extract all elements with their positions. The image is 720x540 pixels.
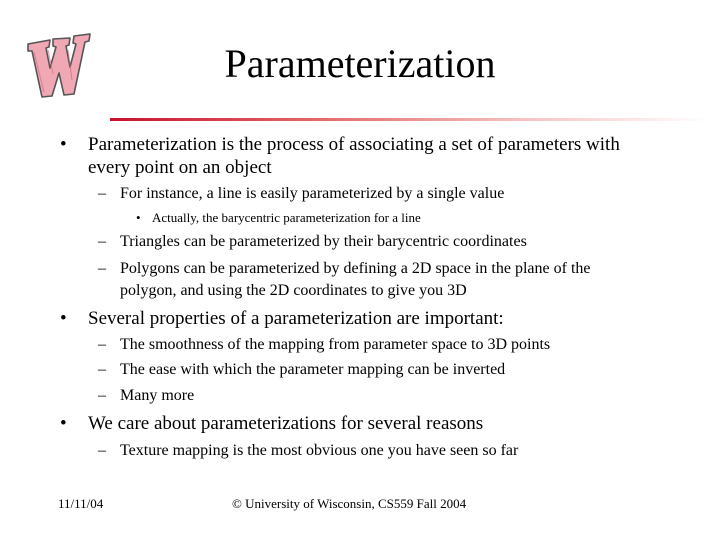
bullet-2-text: Several properties of a parameterization are important: xyxy=(88,308,504,329)
bullet-1-line-1: Parameterization is the process of associating a set of parameters with xyxy=(88,134,620,155)
dash-marker: – xyxy=(98,260,106,277)
sub-1-3-line-2: polygon, and using the 2D coordinates to give you 3D xyxy=(120,282,467,299)
bullet-1-line-2: every point on an object xyxy=(88,157,272,178)
dash-marker: – xyxy=(98,361,106,378)
dash-marker: – xyxy=(98,442,106,459)
bullet-marker: • xyxy=(60,134,67,155)
bullet-marker: • xyxy=(60,308,67,329)
dash-marker: – xyxy=(98,336,106,353)
sub-1-1-1-text: Actually, the barycentric parameterization for a line xyxy=(152,210,421,225)
bullet-3-text: We care about parameterizations for several reasons xyxy=(88,413,484,434)
sub-2-2-text: The ease with which the parameter mapping can be inverted xyxy=(120,361,506,378)
slide-title: Parameterization xyxy=(224,41,496,86)
dash-marker: – xyxy=(98,233,106,250)
sub-1-1-text: For instance, a line is easily parameterized by a single value xyxy=(120,185,505,202)
sub-3-1-text: Texture mapping is the most obvious one you have seen so far xyxy=(120,442,519,459)
bullet-marker: • xyxy=(60,413,67,434)
footer-copyright: © University of Wisconsin, CS559 Fall 2004 xyxy=(232,496,467,511)
sub-2-3-text: Many more xyxy=(120,387,195,404)
footer-date: 11/11/04 xyxy=(58,496,104,511)
dash-marker: – xyxy=(98,387,106,404)
sub-1-3-line-1: Polygons can be parameterized by defining a 2D space in the plane of the xyxy=(120,260,591,277)
dash-marker: – xyxy=(98,185,106,202)
sub-1-2-text: Triangles can be parameterized by their barycentric coordinates xyxy=(120,233,527,250)
sub-2-1-text: The smoothness of the mapping from parameter space to 3D points xyxy=(120,336,551,353)
sub-bullet-marker: • xyxy=(136,210,141,225)
